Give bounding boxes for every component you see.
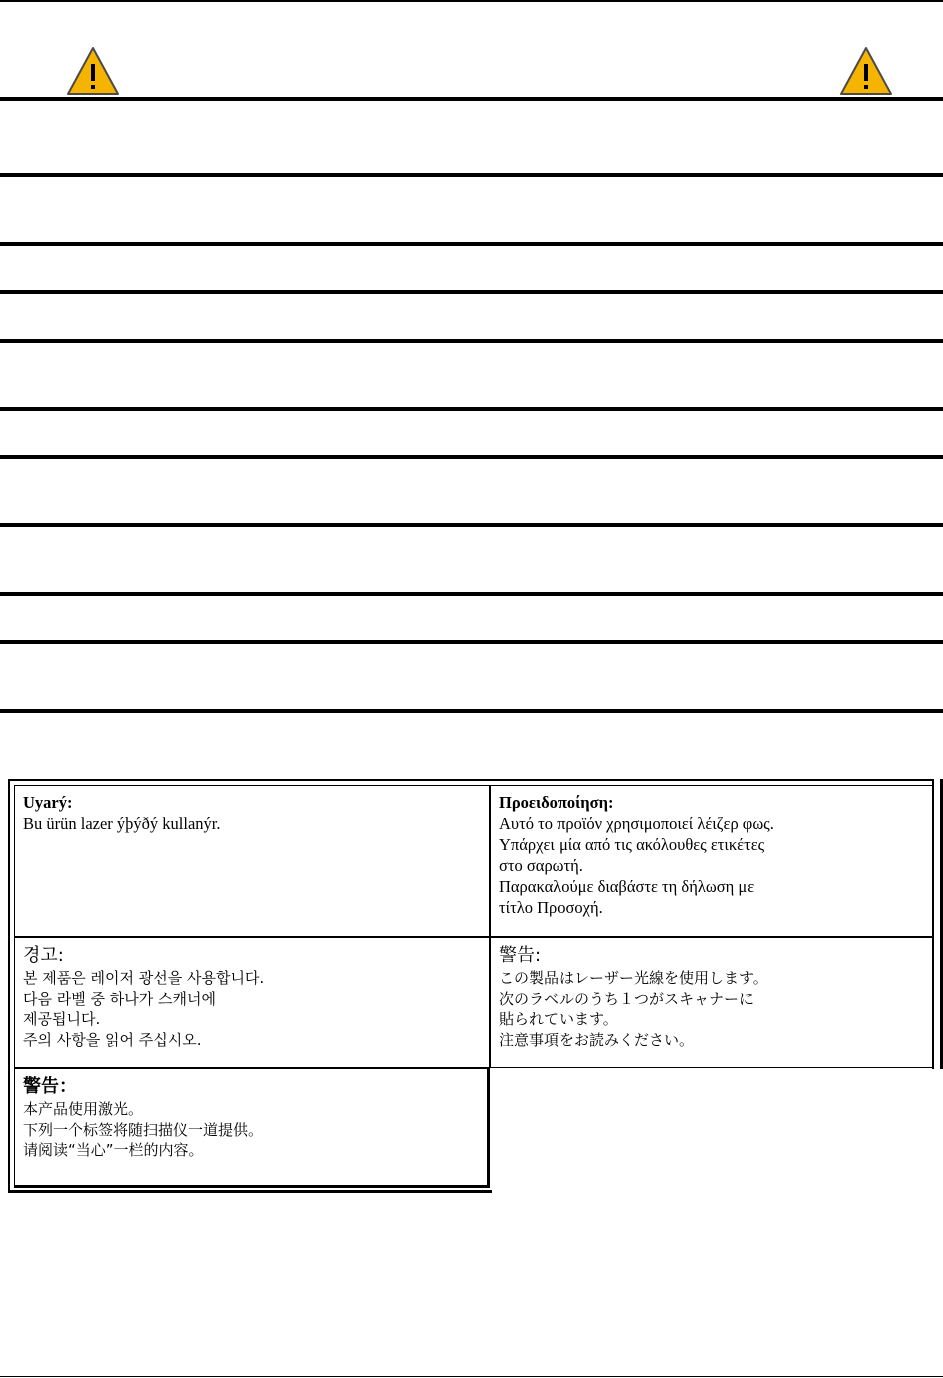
section-rule (0, 455, 943, 459)
warning-triangle-icon (65, 45, 121, 97)
warning-line: 次のラベルのうち１つがスキャナーに (499, 989, 755, 1008)
warning-line: 貼られています。 (499, 1010, 618, 1028)
bottom-rule (0, 1376, 943, 1377)
section-rule (0, 290, 943, 294)
warning-line: 다음 라벨 중 하나가 스캐너에 (23, 989, 216, 1008)
warning-line: 주의 사항을 읽어 주십시오. (23, 1030, 202, 1049)
warning-line: 注意事項をお読みください。 (499, 1030, 695, 1049)
warning-cell-turkish (14, 785, 490, 937)
warning-title: 경고: (23, 945, 64, 966)
warning-title: Προειδοποίηση: (499, 793, 614, 812)
warning-line: 본 제품은 레이저 광선을 사용합니다. (23, 969, 265, 987)
warning-cell-korean (14, 937, 490, 1068)
section-rule (0, 242, 943, 246)
warning-title: 警告： (23, 1076, 77, 1097)
top-rule (0, 0, 943, 2)
warning-line: 请阅读“当心”一栏的内容。 (23, 1141, 204, 1159)
warning-line: Παρακαλούμε διαβάστε τη δήλωση με (499, 877, 755, 896)
warning-line: この製品はレーザー光線を使用します。 (499, 969, 768, 987)
warning-title: 警告: (499, 945, 542, 966)
table-border (8, 1190, 492, 1193)
warning-line: 下列一个标签将随扫描仪一道提供。 (23, 1120, 264, 1139)
warning-cell-greek (490, 785, 934, 937)
section-rule (0, 592, 943, 596)
warning-cell-japanese (490, 937, 934, 1068)
section-rule (0, 640, 943, 644)
section-rule (0, 339, 943, 343)
warning-line: Υπάρχει μία από τις ακόλουθες ετικέτες (499, 835, 765, 854)
section-rule (0, 523, 943, 527)
section-rule (0, 97, 943, 101)
section-rule (0, 407, 943, 411)
section-rule (0, 173, 943, 177)
warning-line: Αυτό το προϊόν χρησιμοποιεί λέιζερ φως. (499, 814, 774, 833)
warning-line: 제공됩니다. (23, 1010, 101, 1028)
section-rule (0, 709, 943, 713)
warning-line: 本产品使用激光。 (23, 1100, 144, 1118)
warning-title: Uyarý: (23, 793, 73, 812)
blank-area (490, 1069, 943, 1199)
warning-line: στο σαρωτή. (499, 856, 583, 875)
warning-line: Bu ürün lazer ýþýðý kullanýr. (23, 814, 221, 833)
warning-line: τίτλο Προσοχή. (499, 898, 603, 917)
warning-cell-chinese (14, 1068, 490, 1188)
warning-triangle-icon (838, 45, 894, 97)
